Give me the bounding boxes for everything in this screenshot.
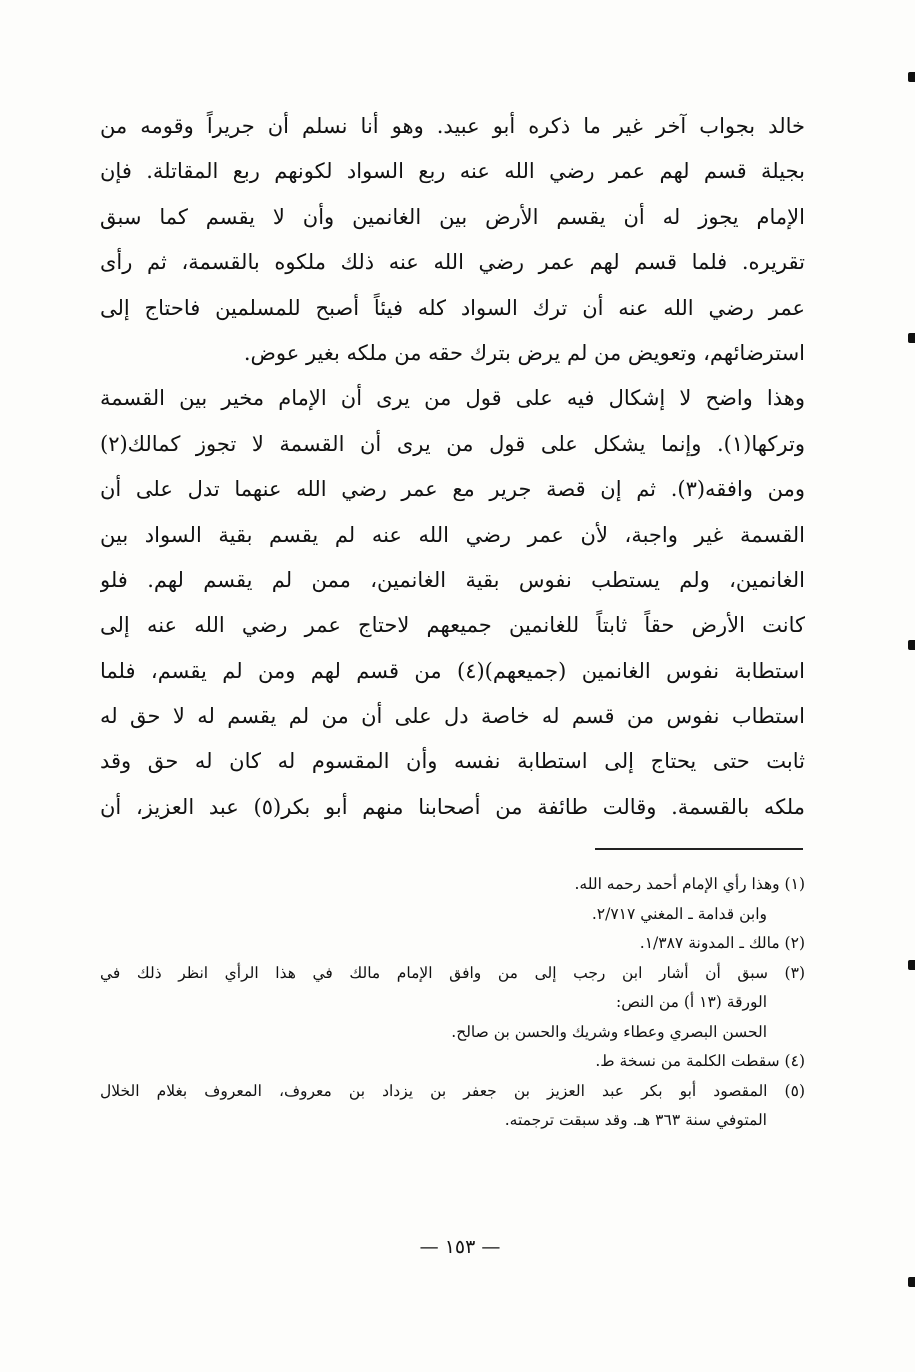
footnote-line: (٥) المقصود أبو بكر عبد العزيز بن جعفر بن يزداد بن معروف، المعروف بغلام الخلال — [100, 1081, 805, 1100]
footnote-line: (٢) مالك ـ المدونة ١/٣٨٧. — [639, 934, 805, 952]
text-line: استرضائهم، وتعويض من لم يرض بترك حقه من ملكه بغير عوض. — [243, 340, 805, 365]
scan-edge-mark — [908, 1277, 915, 1287]
footnote-line: الورقة (١٣ أ) من النص: — [615, 993, 767, 1011]
text-line: القسمة غير واجبة، لأن عمر رضي الله عنه لم يقسم بقية السواد بين — [100, 522, 805, 547]
text-line: تقريره. فلما قسم لهم عمر رضي الله عنه ذلك ملكوه بالقسمة، ثم رأى — [100, 250, 805, 275]
page-number: — ١٥٣ — — [419, 1236, 501, 1258]
text-line: الإمام يجوز له أن يقسم الأرض بين الغانمين وأن لا يقسم كما سبق — [100, 204, 805, 229]
footnote-line: (١) وهذا رأي الإمام أحمد رحمه الله. — [574, 875, 805, 893]
text-line: وتركها(١). وإنما يشكل على قول من يرى أن القسمة لا تجوز كمالك(٢) — [100, 431, 805, 456]
scan-edge-mark — [908, 72, 915, 82]
scan-edge-mark — [908, 333, 915, 343]
text-line: خالد بجواب آخر غير ما ذكره أبو عبيد. وهو أنا نسلم أن جريراً وقومه من — [100, 114, 805, 138]
scan-edge-mark — [908, 640, 915, 650]
text-line: وهذا واضح لا إشكال فيه على قول من يرى أن الإمام مخير بين القسمة — [100, 386, 805, 411]
footnotes — [100, 870, 805, 1136]
footnote-line: (٣) سبق أن أشار ابن رجب إلى من وافق الإمام مالك في هذا الرأي انظر ذلك في — [100, 963, 805, 982]
footnote-line: الحسن البصري وعطاء وشريك والحسن بن صالح. — [451, 1022, 767, 1041]
scan-edge-mark — [908, 960, 915, 970]
footnote-separator — [595, 848, 803, 850]
text-line: كانت الأرض حقاً ثابتاً للغانمين جميعهم لاحتاج عمر رضي الله عنه إلى — [100, 613, 805, 638]
text-line: عمر رضي الله عنه أن ترك السواد كله فيئاً أصبح للمسلمين فاحتاج إلى — [100, 295, 805, 320]
text-line: استطابة نفوس الغانمين (جميعهم)(٤) من قسم لهم ومن لم يقسم، فلما — [100, 658, 805, 683]
text-line: بجيلة قسم لهم عمر رضي الله عنه ربع السواد لكونهم ربع المقاتلة. فإن — [100, 159, 805, 184]
text-line: الغانمين، ولم يستطب نفوس بقية الغانمين، ممن لم يقسم لهم. فلو — [100, 567, 805, 592]
footnote-line: وابن قدامة ـ المغني ٢/٧١٧. — [591, 904, 767, 923]
footnote-line: (٤) سقطت الكلمة من نسخة ط. — [595, 1052, 805, 1070]
footnote-line: المتوفي سنة ٣٦٣ هـ. وقد سبقت ترجمته. — [504, 1111, 767, 1129]
main-text — [100, 104, 805, 830]
text-line: ملكه بالقسمة. وقالت طائفة من أصحابنا منهم أبو بكر(٥) عبد العزيز، أن — [100, 794, 805, 819]
text-line: ومن وافقه(٣). ثم إن قصة جرير مع عمر رضي الله عنهما تدل على أن — [100, 477, 805, 502]
text-line: ثابت حتى يحتاج إلى استطابة نفسه وأن المقسوم له كان له حق وقد — [100, 749, 805, 774]
text-line: استطاب نفوس من قسم له خاصة دل على أن من لم يقسم له لا حق له — [100, 704, 805, 729]
